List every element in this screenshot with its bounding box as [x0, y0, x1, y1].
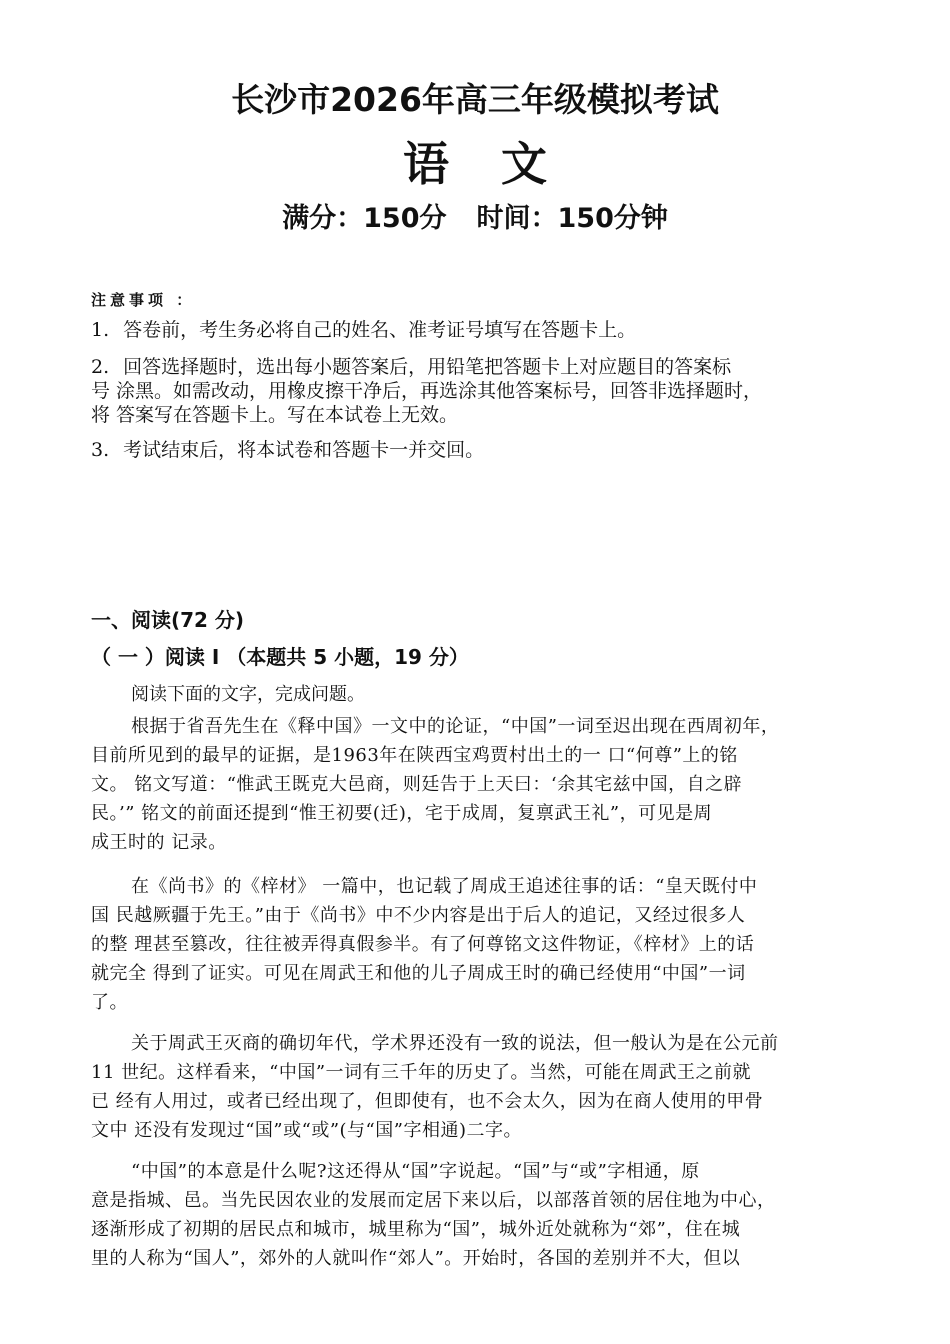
note-text: 号 涂黑。如需改动，用橡皮擦干净后，再选涂其他答案标号，回答非选择题时，	[91, 380, 763, 402]
paragraph-line: 在《尚书》的《梓材》 一篇中，也记载了周成王追述往事的话：“皇天既付中	[131, 876, 758, 897]
note-item	[91, 438, 881, 462]
note-item	[91, 318, 881, 342]
reading-instruction: 阅读下面的文字，完成问题。	[131, 684, 365, 705]
exam-meta	[0, 196, 950, 235]
paragraph-line: 民。’” 铭文的前面还提到“惟王初要(迁)，宅于成周，复禀武王礼”，可见是周	[91, 803, 713, 824]
paragraph-line: 文中 还没有发现过“国”或“或”(与“国”字相通)二字。	[91, 1120, 522, 1141]
passage-paragraph	[91, 712, 876, 857]
passage-paragraph	[91, 872, 876, 1017]
exam-title: 长沙市2026年高三年级模拟考试	[231, 80, 719, 119]
notes-heading: 注意事项 ：	[91, 291, 196, 309]
section-heading: 一、阅读(72 分)	[91, 608, 245, 632]
note-number: 2.	[91, 356, 110, 378]
note-text: 将 答案写在答题卡上。写在本试卷上无效。	[91, 404, 459, 426]
note-item	[91, 355, 881, 427]
note-number: 3.	[91, 439, 110, 461]
paragraph-line: 已 经有人用过，或者已经出现了，但即使有，也不会太久，因为在商人使用的甲骨	[91, 1091, 764, 1112]
passage-paragraph	[91, 1029, 876, 1145]
paragraph-line: 关于周武王灭商的确切年代，学术界还没有一致的说法，但一般认为是在公元前	[131, 1033, 779, 1054]
paragraph-line: 了。	[91, 992, 128, 1013]
paragraph-line: “中国”的本意是什么呢?这还得从“国”字说起。“国”与“或”字相通，原	[131, 1161, 700, 1182]
exam-time: 时间：150分钟	[476, 203, 668, 234]
note-text: 考试结束后，将本试卷和答题卡一并交回。	[123, 439, 485, 461]
paragraph-line: 文。 铭文写道：“惟武王既克大邑商，则廷告于上天曰：‘余其宅兹中国，自之辟	[91, 774, 743, 795]
full-marks: 满分：150分	[282, 203, 447, 234]
paragraph-line: 国 民越厥疆于先王。”由于《尚书》中不少内容是出于后人的追记，又经过很多人	[91, 905, 746, 926]
subsection-heading: （ 一 ）阅读 I （本题共 5 小题，19 分）	[91, 645, 469, 669]
paragraph-line: 里的人称为“国人”，郊外的人就叫作“郊人”。开始时，各国的差别并不大，但以	[91, 1248, 741, 1269]
passage-paragraph	[91, 1157, 876, 1273]
note-text: 答卷前，考生务必将自己的姓名、准考证号填写在答题卡上。	[123, 319, 637, 341]
paragraph-line: 目前所见到的最早的证据，是1963年在陕西宝鸡贾村出土的一 口“何尊”上的铭	[91, 745, 738, 766]
paragraph-line: 意是指城、邑。当先民因农业的发展而定居下来以后，以部落首领的居住地为中心，	[91, 1190, 776, 1211]
paragraph-line: 的整 理甚至篡改，往往被弄得真假参半。有了何尊铭文这件物证，《梓材》上的话	[91, 934, 755, 955]
paragraph-line: 根据于省吾先生在《释中国》一文中的论证，“中国”一词至迟出现在西周初年，	[131, 716, 780, 737]
paragraph-line: 成王时的 记录。	[91, 832, 227, 853]
subject-title: 语文	[403, 137, 599, 191]
paragraph-line: 逐渐形成了初期的居民点和城市，城里称为“国”，城外近处就称为“郊”，住在城	[91, 1219, 741, 1240]
note-number: 1.	[91, 319, 110, 341]
note-text: 回答选择题时，选出每小题答案后，用铅笔把答题卡上对应题目的答案标	[123, 356, 732, 378]
paragraph-line: 就完全 得到了证实。可见在周武王和他的儿子周成王时的确已经使用“中国”一词	[91, 963, 746, 984]
paragraph-line: 11 世纪。这样看来，“中国”一词有三千年的历史了。当然，可能在周武王之前就	[91, 1062, 752, 1083]
